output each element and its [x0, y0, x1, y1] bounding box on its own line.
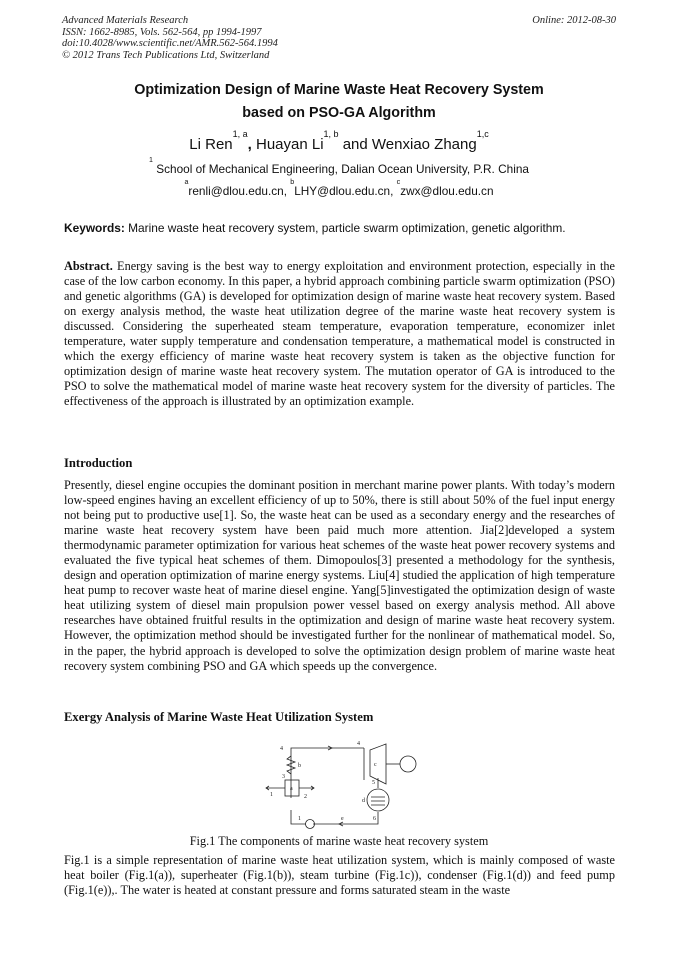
keywords	[64, 221, 616, 235]
journal-name: Advanced Materials Research	[62, 15, 189, 26]
email-mark: c	[396, 178, 401, 187]
gas-in-arrow	[266, 786, 285, 790]
system-diagram	[258, 740, 420, 832]
affiliation-mark: 1	[149, 156, 153, 165]
title-line-1: Optimization Design of Marine Waste Heat Recovery System	[134, 82, 544, 98]
exergy-section-heading: Exergy Analysis of Marine Waste Heat Utilization System	[64, 710, 374, 724]
abstract-label: Abstract.	[64, 259, 113, 273]
email-address: LHY@dlou.edu.cn,	[294, 184, 397, 198]
email-address: renli@dlou.edu.cn,	[188, 184, 291, 198]
copyright-line: © 2012 Trans Tech Publications Ltd, Switzerland	[62, 49, 270, 61]
component-label: b	[298, 763, 301, 769]
introduction-paragraph: Presently, diesel engine occupies the dominant position in merchant marine power plants. With today’s modern low-speed engines having an excellent efficiency of up to 50%, there is still about 50% of the fuel input energy not being put to productive use[1]. So, the waste heat can be used as a secondary energy and the researches of marine waste heat recovery system have been paid much more attention. Jia[2]developed a system thermodynamic parameter optimization for various heat schemes of the waste heat power recovery systems and evaluated the five typical heat schemes of them. Dimopoulos[3] presented a methodology for the synthesis, design and operation optimization of marine energy systems. Liu[4] studied the application of high temperature heat pump to recover waste heat of marine diesel engine. Yang[5]investigated the optimization design of waste heat utilizing system of diesel main propulsion power vessel based on exergy analysis method. All above researches have obtained fruitful results in the optimization and design of marine waste heat recovery system. However, the optimization method should be investigated further for the nonlinear of mathematical model. So, in the paper, the hybrid approach is developed to solve the optimization design problem of marine waste heat recovery system combining PSO and GA which speeds up the convergence.	[64, 478, 615, 673]
condenser-circle	[367, 789, 389, 811]
author-affil-mark: 1, a	[232, 128, 248, 139]
exergy-paragraph: Fig.1 is a simple representation of marine waste heat utilization system, which is mainly composed of waste heat boiler (Fig.1(a)), superheater (Fig.1(b)), steam turbine (Fig.1c)), condenser (Fig.1(d)) and feed pump (Fig.1(e)),. The water is heated at constant pressure and forms saturated steam in the waste	[64, 853, 615, 898]
node-label: 6	[373, 816, 376, 822]
generator-circle	[400, 756, 416, 772]
node-label: 2	[304, 794, 307, 800]
email-mark: a	[184, 178, 189, 187]
keywords-text: Marine waste heat recovery system, particle swarm optimization, genetic algorithm.	[124, 221, 566, 235]
author-separator: ,	[247, 136, 256, 153]
doi-line: doi:10.4028/www.scientific.net/AMR.562-564.1994	[62, 38, 278, 49]
paper-title	[0, 79, 678, 125]
author-affil-mark: 1,c	[476, 128, 489, 139]
node-label: 5	[372, 780, 375, 786]
node-label: 4	[357, 741, 360, 747]
node-label: 1	[298, 816, 301, 822]
node-label: 4	[280, 746, 283, 752]
component-label: e	[341, 816, 344, 822]
figure-caption: Fig.1 The components of marine waste heat recovery system	[189, 834, 489, 848]
author-separator: and	[338, 136, 372, 153]
author-emails	[0, 178, 678, 198]
issn-line: ISSN: 1662-8985, Vols. 562-564, pp 1994-1997	[62, 26, 262, 38]
email-mark: b	[290, 178, 295, 187]
node-label: 1	[270, 792, 273, 798]
abstract-text: Energy saving is the best way to energy exploitation and environment protection, especially in the case of the low carbon economy. In this paper, a hybrid approach combining particle swarm optimization (PSO) and genetic algorithms (GA) is developed for optimization design of marine waste heat recovery system. Based on exergy analysis method, the waste heat utilization degree of the marine waste heat recovery system is discussed. Considering the superheated steam temperature, evaporation temperature, economizer inlet temperature, water supply temperature and condensation temperature, a mathematical model is constructed in which the exergy efficiency of marine waste heat recovery system is taken as the objective function for optimization design of marine waste heat recovery system. The mutation operator of GA is introduced to the PSO to solve the mathematical model of marine waste heat recovery system for the diversity of particles. The effectiveness of the approach is illustrated by an optimization example.	[64, 259, 615, 409]
affiliation-text: School of Mechanical Engineering, Dalian Ocean University, P.R. China	[156, 162, 529, 176]
journal-header	[62, 15, 278, 61]
condenser-coil	[371, 797, 385, 805]
author-name: Huayan Li	[255, 136, 324, 153]
author-name: Li Ren	[189, 136, 233, 153]
component-label: a	[290, 786, 293, 792]
keywords-label: Keywords:	[64, 221, 125, 235]
title-line-2: based on PSO-GA Algorithm	[242, 105, 436, 121]
pipe-line	[313, 812, 378, 824]
online-date: Online: 2012-08-30	[532, 15, 616, 26]
component-label: c	[374, 762, 377, 768]
introduction-heading: Introduction	[64, 456, 133, 470]
affiliation	[0, 156, 678, 176]
email-address: zwx@dlou.edu.cn	[400, 184, 494, 198]
pipe-line	[291, 748, 364, 798]
author-list	[0, 128, 678, 153]
author-name: Wenxiao Zhang	[371, 136, 477, 153]
node-label: 3	[282, 774, 285, 780]
component-label: d	[362, 798, 365, 804]
gas-out-arrow	[299, 786, 314, 790]
author-affil-mark: 1, b	[323, 128, 339, 139]
abstract	[64, 259, 615, 409]
